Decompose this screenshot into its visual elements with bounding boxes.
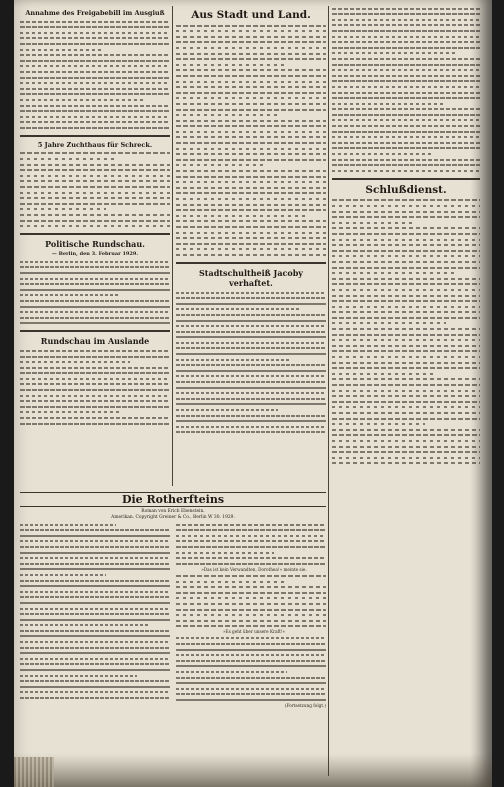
- serial-continuation: (Fortsetzung folgt.): [284, 703, 326, 708]
- divider: [20, 135, 170, 137]
- section-headline: Aus Stadt und Land.: [191, 9, 311, 21]
- column-left: [20, 6, 170, 427]
- text-line: [332, 461, 480, 467]
- column-divider: [172, 6, 173, 486]
- article-body: [176, 290, 326, 435]
- article-headline: Stadtschultheiß Jacoby verhaftet.: [199, 267, 303, 288]
- section-headline: Politische Rundschau.: [45, 239, 145, 250]
- serial-column-right: [176, 522, 326, 710]
- column-divider: [328, 6, 329, 776]
- article-headline: Annahme des Freigabebill im Ausgiuß: [25, 9, 165, 17]
- column-right: [332, 6, 480, 466]
- divider: [332, 178, 480, 180]
- text-line: [176, 252, 326, 258]
- divider: [20, 330, 170, 332]
- article-body: [20, 19, 170, 131]
- dateline: — Berlin, den 3. Februar 1929.: [51, 251, 139, 258]
- text-line: [176, 430, 326, 436]
- article-body: [332, 198, 480, 467]
- article-body: [332, 6, 480, 174]
- text-line: [332, 168, 480, 174]
- serial-title: Die Rotherfteins: [20, 492, 326, 507]
- page-bottom-shadow: [14, 753, 492, 787]
- article-body: [20, 259, 170, 326]
- page-edge-shadow: [470, 0, 492, 787]
- serial-author: Roman von Erich Ebenstein.: [141, 509, 205, 514]
- serial-novel: [20, 492, 326, 708]
- article-body: [176, 23, 326, 258]
- article-headline: 5 Jahre Zuchthaus für Schreck.: [37, 140, 153, 149]
- article-body: [20, 151, 170, 229]
- serial-quote: »Das ist kein Verwandten, Dorothea!« meinte sie.: [201, 566, 307, 572]
- serial-quote: »Es geht über unsere Kraft!«: [222, 629, 286, 635]
- text-line: [20, 321, 170, 327]
- film-edge: [14, 757, 54, 787]
- article-body: [20, 348, 170, 426]
- text-line: [20, 125, 170, 131]
- section-headline: Rundschau im Auslande: [40, 336, 150, 347]
- divider: [176, 262, 326, 264]
- newspaper-page: [14, 0, 492, 787]
- serial-column-left: [20, 522, 170, 701]
- column-middle: [176, 6, 326, 435]
- text-line: [20, 695, 170, 701]
- serial-copyright: Amerikan. Copyright Greiner & Co., Berlin W 30. 1929.: [111, 514, 235, 520]
- section-headline: Schlußdienst.: [365, 183, 447, 196]
- text-line: [20, 224, 170, 230]
- text-line: [20, 421, 170, 427]
- divider: [20, 233, 170, 235]
